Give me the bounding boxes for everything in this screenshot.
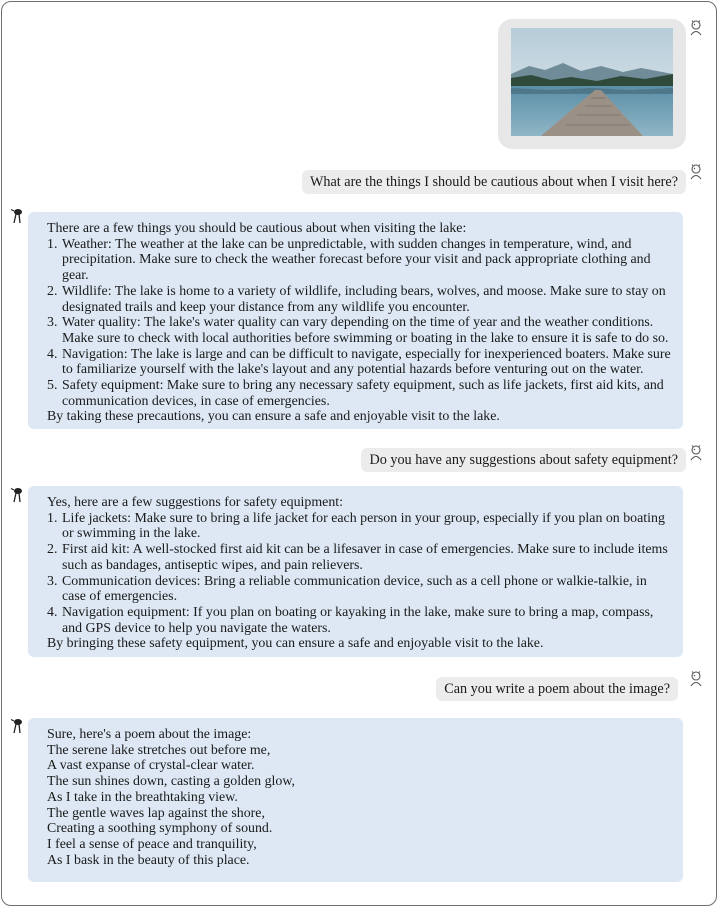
assistant-message-2: [28, 486, 683, 657]
message-intro: There are a few things you should be cautious about when visiting the lake:: [47, 221, 467, 236]
list-item: 1. Weather: The weather at the lake can be unpredictable, with sudden changes in temperature, wind, and precipitation. Make sure to check the weather forecast before your visit and pack appropriate clothing and gear.: [47, 236, 651, 284]
poem-line: As I bask in the beauty of this place.: [47, 852, 250, 868]
message-outro: By taking these precautions, you can ensure a safe and enjoyable visit to the lake.: [47, 409, 500, 425]
equipment-list: [47, 511, 673, 637]
assistant-avatar-icon: [10, 718, 24, 739]
list-item: 2. Wildlife: The lake is home to a variety of wildlife, including bears, wolves, and moose. Make sure to stay on designated trails and keep your distance from any wildlife you encounter.: [47, 283, 666, 315]
poem-line: A vast expanse of crystal-clear water.: [47, 758, 255, 774]
poem-line: As I take in the breathtaking view.: [47, 789, 238, 805]
user-message-3: Can you write a poem about the image?: [436, 677, 678, 701]
list-item: 3. Water quality: The lake's water quality can vary depending on the time of year and the weather conditions. Make sure to check with local authorities before swimming or boating in the lake to ensure it is safe to do so.: [47, 315, 669, 346]
message-intro: Yes, here are a few suggestions for safety equipment:: [47, 495, 343, 510]
poem-line: Creating a soothing symphony of sound.: [47, 821, 273, 837]
user-image-message: [498, 19, 686, 149]
poem-line: The gentle waves lap against the shore,: [47, 805, 265, 821]
assistant-avatar-icon: [10, 487, 24, 508]
poem-line: The serene lake stretches out before me,: [47, 742, 271, 758]
message-outro: By bringing these safety equipment, you can ensure a safe and enjoyable visit to the lake.: [47, 636, 544, 652]
list-item: 1. Life jackets: Make sure to bring a life jacket for each person in your group, especially if you plan on boating or swimming in the lake.: [47, 510, 665, 542]
user-message-1: What are the things I should be cautious about when I visit here?: [302, 170, 686, 194]
user-avatar-icon: [689, 164, 703, 185]
poem-line: I feel a sense of peace and tranquility,: [47, 836, 257, 852]
assistant-avatar-icon: [10, 208, 24, 229]
list-item: 4. Navigation equipment: If you plan on boating or kayaking in the lake, make sure to bring a map, compass, and GPS device to help you navigate the waters.: [47, 604, 654, 636]
poem-line: The sun shines down, casting a golden glow,: [47, 774, 295, 790]
user-avatar-icon: [689, 671, 703, 692]
list-item: 5. Safety equipment: Make sure to bring any necessary safety equipment, such as life jackets, first aid kits, and communication devices, in case of emergencies.: [47, 378, 664, 409]
user-avatar-icon: [689, 20, 703, 41]
caution-list: [47, 237, 673, 410]
list-item: 2. First aid kit: A well-stocked first aid kit can be a lifesaver in case of emergencies. Make sure to include items such as bandages, antiseptic wipes, and pain relievers.: [47, 542, 668, 573]
message-intro: Sure, here's a poem about the image:: [47, 727, 252, 742]
lake-pier-image[interactable]: [511, 28, 673, 136]
list-item: 3. Communication devices: Bring a reliable communication device, such as a cell phone or walkie-talkie, in case of emergencies.: [47, 573, 647, 605]
list-item: 4. Navigation: The lake is large and can be difficult to navigate, especially for inexperienced boaters. Make sure to familiarize yourself with the lake's layout and any potential hazards before venturing out on the water.: [47, 346, 671, 378]
user-avatar-icon: [689, 445, 703, 466]
assistant-message-1: [28, 212, 683, 429]
user-message-2: Do you have any suggestions about safety equipment?: [361, 448, 686, 472]
assistant-message-3: [28, 718, 683, 882]
